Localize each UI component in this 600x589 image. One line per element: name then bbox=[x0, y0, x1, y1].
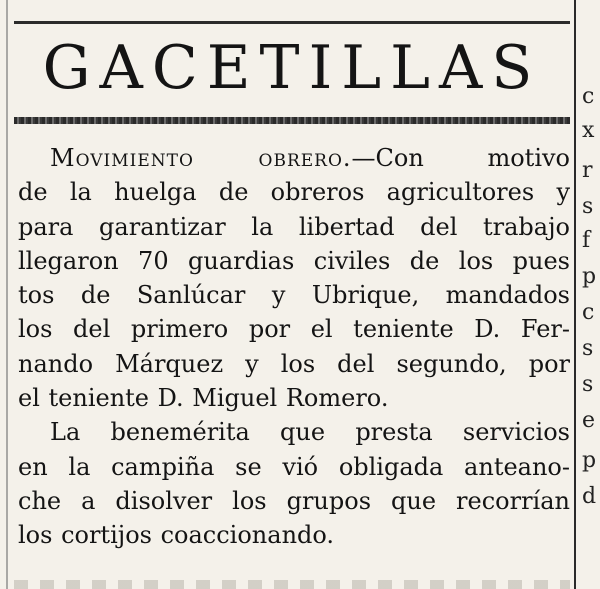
article-line: el teniente D. Miguel Romero. bbox=[18, 384, 389, 413]
article-body bbox=[18, 141, 570, 553]
adjacent-column-letter: x bbox=[582, 118, 595, 143]
article-line: nando Márquez y los del segundo, por bbox=[18, 349, 570, 378]
article-line: La benemérita que presta servicios bbox=[50, 418, 570, 447]
article-line: los cortijos coaccionando. bbox=[18, 521, 335, 550]
adjacent-column-letter: p bbox=[582, 264, 597, 289]
article-lead-text: —Con motivo bbox=[351, 144, 570, 172]
article-line: los del primero por el teniente D. Fer- bbox=[18, 315, 570, 344]
adjacent-column-letter: c bbox=[582, 84, 595, 109]
header-rule-bottom bbox=[14, 117, 570, 124]
adjacent-column-fragment bbox=[580, 0, 600, 589]
cut-off-next-line bbox=[14, 580, 570, 589]
adjacent-column-letter: e bbox=[582, 408, 596, 433]
section-title: GACETILLAS bbox=[42, 33, 542, 103]
adjacent-column-letter: r bbox=[582, 158, 593, 183]
article-line: tos de Sanlúcar y Ubrique, mandados bbox=[18, 281, 570, 310]
adjacent-column-letter: c bbox=[582, 300, 595, 325]
adjacent-column-letter: p bbox=[582, 448, 597, 473]
adjacent-column-letter: s bbox=[582, 194, 594, 219]
adjacent-column-letter: s bbox=[582, 372, 594, 397]
article-line: para garantizar la libertad del trabajo bbox=[18, 212, 570, 241]
adjacent-column-letter: s bbox=[582, 336, 594, 361]
article-line: llegaron 70 guardias civiles de los pues bbox=[18, 246, 570, 275]
column-rule-right bbox=[574, 0, 576, 589]
article-lead-line bbox=[18, 141, 570, 175]
column-edge-left bbox=[6, 0, 8, 589]
adjacent-column-letter: d bbox=[582, 484, 597, 509]
adjacent-column-letter: f bbox=[582, 228, 591, 253]
article-line: en la campiña se vió obligada anteano- bbox=[18, 452, 570, 481]
article-lead-heading: Movimiento obrero. bbox=[50, 144, 352, 172]
article-line: de la huelga de obreros agricultores y bbox=[18, 178, 570, 207]
article-line: che a disolver los grupos que recorrían bbox=[18, 486, 570, 515]
header-rule-top bbox=[14, 21, 570, 24]
